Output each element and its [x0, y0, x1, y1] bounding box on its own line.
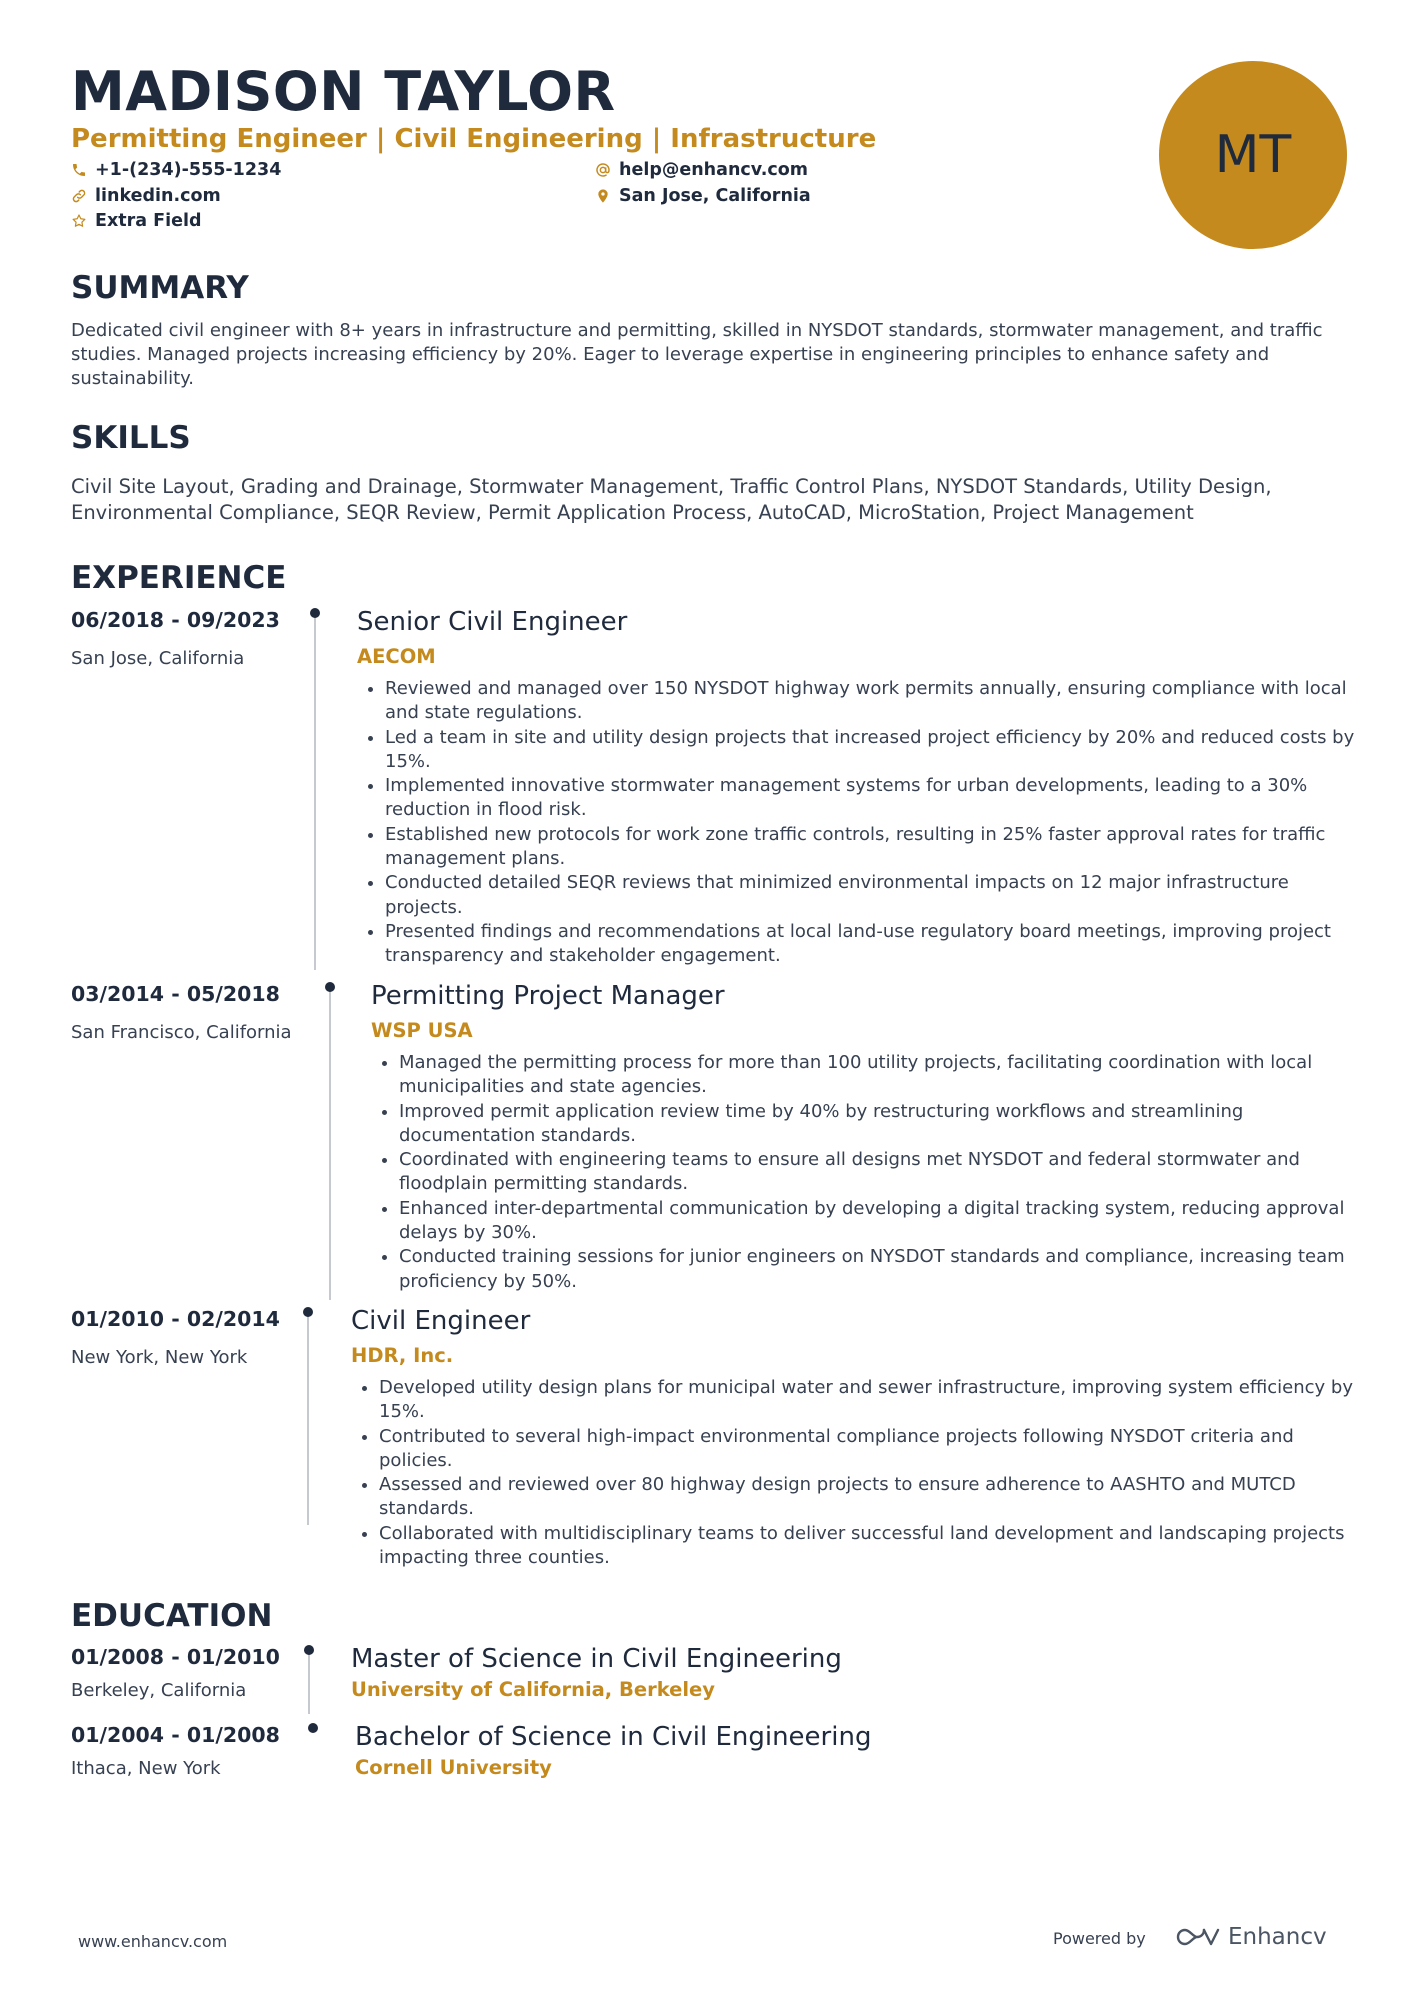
avatar-initials: MT [1214, 125, 1292, 185]
contact-email[interactable] [595, 160, 808, 180]
list-item: • Conducted training sessions for junior engineers on NYSDOT standards and compliance, increasing team proficiency by 50%. [399, 1245, 1374, 1294]
timeline-dot [304, 1645, 314, 1655]
summary-title: SUMMARY [71, 270, 249, 306]
timeline-dot [310, 608, 320, 618]
skills-text: Civil Site Layout, Grading and Drainage, Stormwater Management, Traffic Control Plans, NYSDOT Standards, Utility Design, Environmental Compliance, SEQR Review, Permit Application Process, AutoCAD, MicroStation, Project Management [71, 475, 1272, 524]
job-dates: 06/2018 - 09/2023 [71, 608, 280, 632]
list-item: • Managed the permitting process for more than 100 utility projects, facilitating coordination with local municipalities and state agencies. [399, 1051, 1374, 1100]
enhancv-logo[interactable] [1174, 1924, 1327, 1950]
education-degree: Bachelor of Science in Civil Engineering [355, 1722, 872, 1752]
list-item: • Developed utility design plans for municipal water and sewer infrastructure, improving system efficiency by 15%. [379, 1376, 1354, 1425]
list-item: • Implemented innovative stormwater management systems for urban developments, leading to a 30% reduction in flood risk. [385, 774, 1360, 823]
job-company: WSP USA [371, 1019, 473, 1042]
list-item: • Enhanced inter-departmental communication by developing a digital tracking system, reducing approval delays by 30%. [399, 1197, 1374, 1246]
education-school: University of California, Berkeley [351, 1678, 715, 1701]
job-bullets [357, 677, 1360, 969]
list-item: • Led a team in site and utility design projects that increased project efficiency by 20% and reduced costs by 15%. [385, 726, 1360, 775]
timeline-dot [308, 1723, 318, 1733]
summary-text: Dedicated civil engineer with 8+ years in infrastructure and permitting, skilled in NYSDOT standards, stormwater management, and traffic studies. Managed projects increasing efficiency by 20%. Eager to leverage expertise in engineering principles to enhance safety and sustainability. [71, 320, 1323, 389]
contact-linkedin[interactable] [71, 186, 221, 206]
timeline-dot [325, 982, 335, 992]
job-company: HDR, Inc. [351, 1344, 454, 1367]
job-dates: 03/2014 - 05/2018 [71, 982, 280, 1006]
job-location: New York, New York [71, 1347, 248, 1368]
job-bullets [371, 1051, 1374, 1294]
contact-linkedin-text: linkedin.com [95, 186, 221, 206]
list-item: • Conducted detailed SEQR reviews that minimized environmental impacts on 12 major infrastructure projects. [385, 871, 1360, 920]
list-item: • Assessed and reviewed over 80 highway design projects to ensure adherence to AASHTO and MUTCD standards. [379, 1473, 1354, 1522]
education-location: Ithaca, New York [71, 1758, 221, 1779]
education-degree: Master of Science in Civil Engineering [351, 1644, 842, 1674]
education-dates: 01/2008 - 01/2010 [71, 1645, 280, 1669]
star-icon [71, 213, 87, 229]
job-role: Permitting Project Manager [371, 981, 725, 1011]
timeline-line [307, 1315, 309, 1525]
list-item: • Reviewed and managed over 150 NYSDOT highway work permits annually, ensuring compliance with local and state regulations. [385, 677, 1360, 726]
link-icon [71, 188, 87, 204]
at-icon [595, 162, 611, 178]
list-item: • Coordinated with engineering teams to ensure all designs met NYSDOT and federal stormwater and floodplain permitting standards. [399, 1148, 1374, 1197]
job-bullets [351, 1376, 1354, 1570]
job-role: Civil Engineer [351, 1306, 531, 1336]
list-item: • Collaborated with multidisciplinary teams to deliver successful land development and landscaping projects impacting three counties. [379, 1522, 1354, 1571]
contact-extra [71, 211, 202, 231]
contact-extra-text: Extra Field [95, 211, 202, 231]
job-location: San Jose, California [71, 648, 245, 669]
location-pin-icon [595, 188, 611, 204]
powered-by-label: Powered by [1053, 1929, 1146, 1948]
education-school: Cornell University [355, 1756, 552, 1779]
brand-name: Enhancv [1228, 1924, 1327, 1950]
candidate-name: MADISON TAYLOR [71, 60, 616, 123]
education-dates: 01/2004 - 01/2008 [71, 1723, 280, 1747]
infinity-logo-icon [1174, 1925, 1220, 1949]
job-company: AECOM [357, 645, 436, 668]
phone-icon [71, 162, 87, 178]
footer-website-link[interactable]: www.enhancv.com [78, 1932, 228, 1951]
job-location: San Francisco, California [71, 1022, 292, 1043]
timeline-dot [303, 1307, 313, 1317]
education-location: Berkeley, California [71, 1680, 247, 1701]
timeline-line [329, 990, 331, 1300]
contact-phone-text: +1-(234)-555-1234 [95, 160, 282, 180]
contact-phone[interactable] [71, 160, 281, 180]
experience-title: EXPERIENCE [71, 560, 287, 596]
contact-location [595, 186, 811, 206]
list-item: • Contributed to several high-impact environmental compliance projects following NYSDOT criteria and policies. [379, 1425, 1354, 1474]
education-title: EDUCATION [71, 1598, 273, 1634]
avatar [1159, 61, 1347, 249]
contact-email-text: help@enhancv.com [619, 160, 809, 180]
contact-location-text: San Jose, California [619, 186, 811, 206]
timeline-line [308, 1652, 310, 1714]
candidate-headline: Permitting Engineer | Civil Engineering | Infrastructure [71, 124, 877, 154]
job-dates: 01/2010 - 02/2014 [71, 1307, 280, 1331]
list-item: • Improved permit application review time by 40% by restructuring workflows and streamlining documentation standards. [399, 1100, 1374, 1149]
timeline-line [314, 616, 316, 970]
skills-title: SKILLS [71, 420, 191, 456]
job-role: Senior Civil Engineer [357, 607, 628, 637]
list-item: • Established new protocols for work zone traffic controls, resulting in 25% faster approval rates for traffic management plans. [385, 823, 1360, 872]
list-item: • Presented findings and recommendations at local land-use regulatory board meetings, improving project transparency and stakeholder engagement. [385, 920, 1360, 969]
